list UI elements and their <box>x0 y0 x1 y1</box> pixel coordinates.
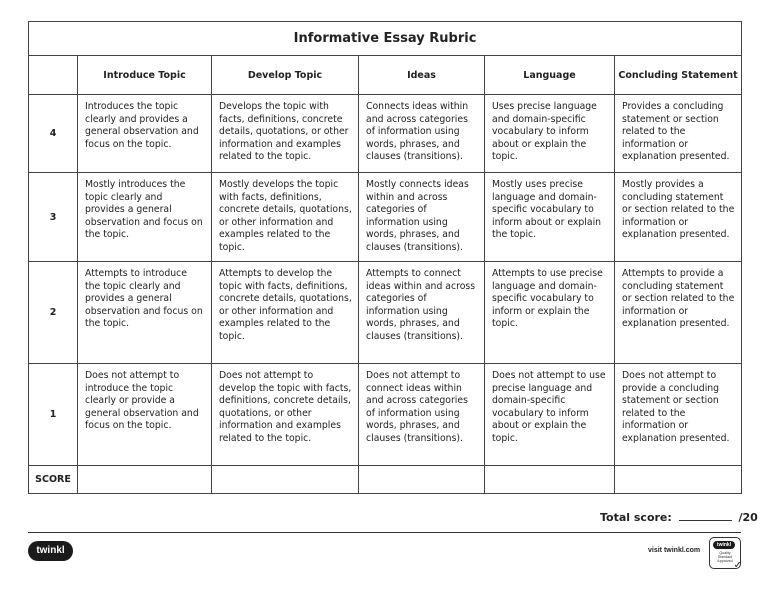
column-header: Ideas <box>359 56 485 95</box>
criteria-cell: Attempts to use precise language and domain-specific vocabulary to inform or explain the topic. <box>485 262 615 364</box>
criteria-cell: Introduces the topic clearly and provides a general observation and focus on the topic. <box>78 95 212 173</box>
total-score-label: Total score: <box>600 511 672 524</box>
rubric-row <box>29 364 742 466</box>
row-score-label: 4 <box>29 95 78 173</box>
total-score-blank[interactable] <box>679 510 732 521</box>
criteria-cell: Uses precise language and domain-specific vocabulary to inform about or explain the topic. <box>485 95 615 173</box>
rubric-row <box>29 95 742 173</box>
rubric-row <box>29 262 742 364</box>
checkmark-icon: ✓ <box>733 560 742 571</box>
rubric-title: Informative Essay Rubric <box>29 22 742 56</box>
criteria-cell: Does not attempt to develop the topic with facts, definitions, concrete details, quotations, or other information and examples related to the topic. <box>212 364 359 466</box>
criteria-cell: Connects ideas within and across categories of information using words, phrases, and clauses (transitions). <box>359 95 485 173</box>
column-header: Language <box>485 56 615 95</box>
header-row <box>29 56 742 95</box>
criteria-cell: Mostly provides a concluding statement or section related to the information or explanation presented. <box>615 173 742 262</box>
row-score-label: 2 <box>29 262 78 364</box>
score-entry-cell[interactable] <box>485 466 615 494</box>
score-entry-cell[interactable] <box>615 466 742 494</box>
criteria-cell: Develops the topic with facts, definitions, concrete details, quotations, or other information and examples related to the topic. <box>212 95 359 173</box>
score-row-label: SCORE <box>29 466 78 494</box>
score-entry-cell[interactable] <box>78 466 212 494</box>
column-header: Introduce Topic <box>78 56 212 95</box>
total-score-out-of: /20 <box>738 511 758 524</box>
column-header: Develop Topic <box>212 56 359 95</box>
score-entry-cell[interactable] <box>359 466 485 494</box>
criteria-cell: Mostly develops the topic with facts, definitions, concrete details, quotations, or other information and examples related to the topic. <box>212 173 359 262</box>
row-score-label: 3 <box>29 173 78 262</box>
rubric-table <box>28 21 742 494</box>
visit-link[interactable]: visit twinkl.com <box>648 547 701 554</box>
criteria-cell: Does not attempt to introduce the topic clearly or provide a general observation and focus on the topic. <box>78 364 212 466</box>
badge-text: Quality Standard Approved <box>717 551 733 563</box>
criteria-cell: Attempts to connect ideas within and across categories of information using words, phrases, and clauses (transitions). <box>359 262 485 364</box>
footer-divider <box>28 532 741 533</box>
criteria-cell: Mostly connects ideas within and across categories of information using words, phrases, and clauses (transitions). <box>359 173 485 262</box>
column-header: Concluding Statement <box>615 56 742 95</box>
header-corner <box>29 56 78 95</box>
score-row <box>29 466 742 494</box>
rubric-row <box>29 173 742 262</box>
criteria-cell: Attempts to provide a concluding statement or section related to the information or explanation presented. <box>615 262 742 364</box>
criteria-cell: Does not attempt to use precise language and domain-specific vocabulary to inform about or explain the topic. <box>485 364 615 466</box>
total-score <box>600 510 758 524</box>
criteria-cell: Mostly uses precise language and domain-specific vocabulary to inform about or explain the topic. <box>485 173 615 262</box>
twinkl-logo: twinkl <box>28 541 73 561</box>
criteria-cell: Mostly introduces the topic clearly and provides a general observation and focus on the topic. <box>78 173 212 262</box>
criteria-cell: Attempts to introduce the topic clearly and provides a general observation and focus on the topic. <box>78 262 212 364</box>
criteria-cell: Attempts to develop the topic with facts, definitions, concrete details, quotations, or other information and examples related to the topic. <box>212 262 359 364</box>
row-score-label: 1 <box>29 364 78 466</box>
criteria-cell: Provides a concluding statement or section related to the information or explanation presented. <box>615 95 742 173</box>
criteria-cell: Does not attempt to connect ideas within and across categories of information using words, phrases, and clauses (transitions). <box>359 364 485 466</box>
criteria-cell: Does not attempt to provide a concluding statement or section related to the information or explanation presented. <box>615 364 742 466</box>
quality-badge-icon <box>709 537 741 569</box>
badge-logo: twinkl <box>713 541 735 549</box>
score-entry-cell[interactable] <box>212 466 359 494</box>
